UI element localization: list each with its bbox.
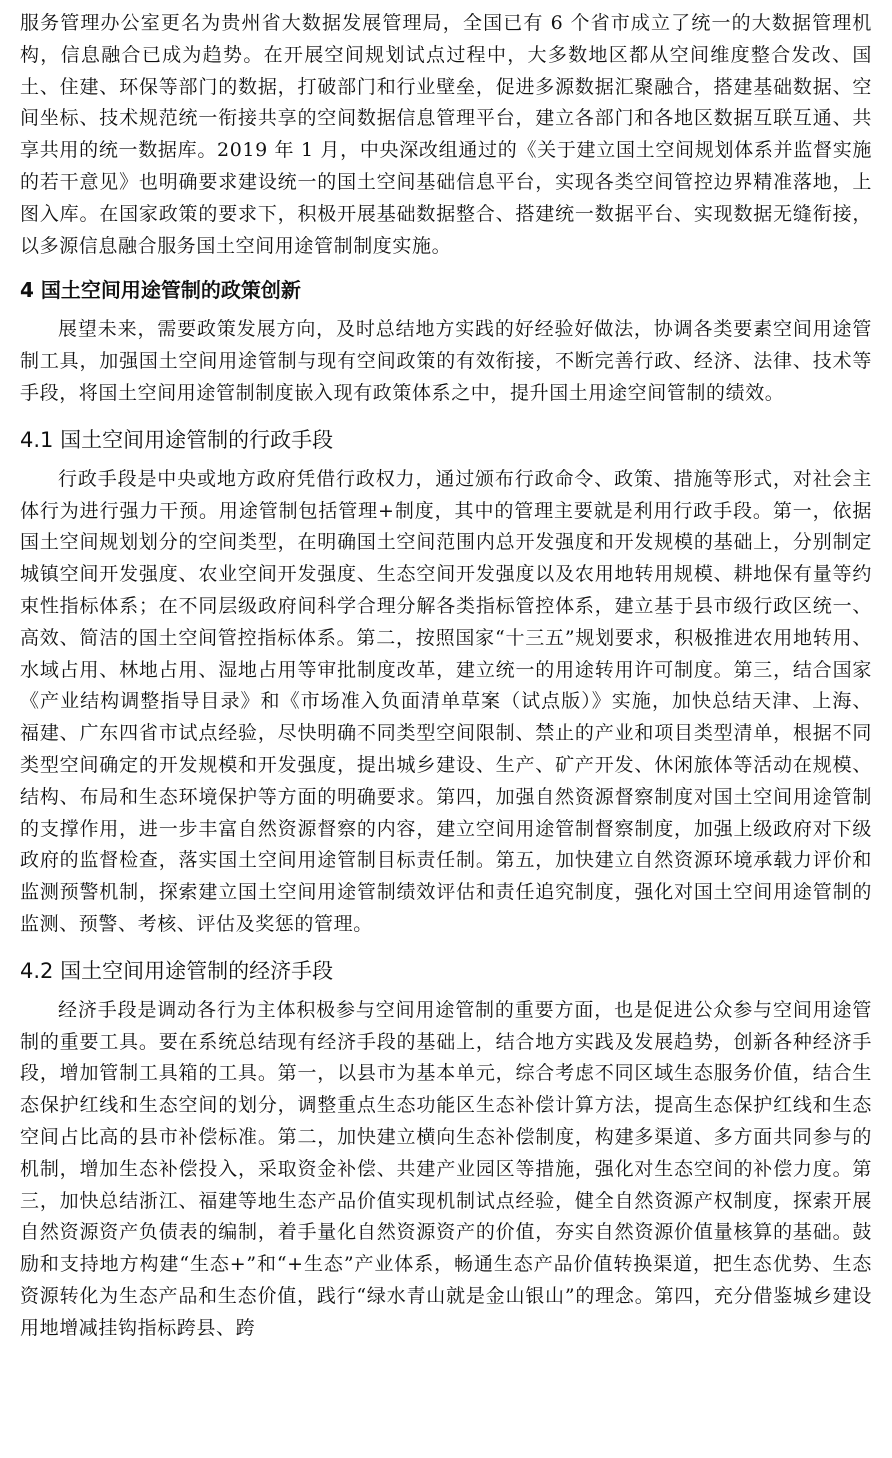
section-4-2-paragraph: 经济手段是调动各行为主体积极参与空间用途管制的重要方面，也是促进公众参与空间用途管制的重要工具。要在系统总结现有经济手段的基础上，结合地方实践及发展趋势，创新各种经济手段，增加管制工具箱的工具。第一，以县市为基本单元，综合考虑不同区域生态服务价值，结合生态保护红线和生态空间的划分，调整重点生态功能区生态补偿计算方法，提高生态保护红线和生态空间占比高的县市补偿标准。第二，加快建立横向生态补偿制度，构建多渠道、多方面共同参与的机制，增加生态补偿投入，采取资金补偿、共建产业园区等措施，强化对生态空间的补偿力度。第三，加快总结浙江、福建等地生态产品价值实现机制试点经验，健全自然资源产权制度，探索开展自然资源资产负债表的编制，着手量化自然资源资产的价值，夯实自然资源价值量核算的基础。鼓励和支持地方构建“生态+”和“+生态”产业体系，畅通生态产品价值转换渠道，把生态优势、生态资源转化为生态产品和生态价值，践行“绿水青山就是金山银山”的理念。第四，充分借鉴城乡建设用地增减挂钩指标跨县、跨 [20, 998, 872, 1339]
section-4-2-heading: 4.2 国土空间用途管制的经济手段 [20, 958, 334, 983]
section-4-paragraph: 展望未来，需要政策发展方向，及时总结地方实践的好经验好做法，协调各类要素空间用途管制工具，加强国土空间用途管制与现有空间政策的有效衔接，不断完善行政、经济、法律、技术等手段，将国土空间用途管制制度嵌入现有政策体系之中，提升国土用途空间管制的绩效。 [20, 318, 872, 404]
section-4-1-heading: 4.1 国土空间用途管制的行政手段 [20, 427, 334, 452]
section-4-1-paragraph: 行政手段是中央或地方政府凭借行政权力，通过颁布行政命令、政策、措施等形式，对社会主体行为进行强力干预。用途管制包括管理+制度，其中的管理主要就是利用行政手段。第一，依据国土空间规划划分的空间类型，在明确国土空间范围内总开发强度和开发规模的基础上，分别制定城镇空间开发强度、农业空间开发强度、生态空间开发强度以及农用地转用规模、耕地保有量等约束性指标体系；在不同层级政府间科学合理分解各类指标管控体系，建立基于县市级行政区统一、高效、简洁的国土空间管控指标体系。第二，按照国家“十三五”规划要求，积极推进农用地转用、水域占用、林地占用、湿地占用等审批制度改革，建立统一的用途转用许可制度。第三，结合国家《产业结构调整指导目录》和《市场准入负面清单草案（试点版）》实施，加快总结天津、上海、福建、广东四省市试点经验，尽快明确不同类型空间限制、禁止的产业和项目类型清单，根据不同类型空间确定的开发规模和开发强度，提出城乡建设、生产、矿产开发、休闲旅体等活动在规模、结构、布局和生态环境保护等方面的明确要求。第四，加强自然资源督察制度对国土空间用途管制的支撑作用，进一步丰富自然资源督察的内容，建立空间用途管制督察制度，加强上级政府对下级政府的监督检查，落实国土空间用途管制目标责任制。第五，加快建立自然资源环境承载力评价和监测预警机制，探索建立国土空间用途管制绩效评估和责任追究制度，强化对国土空间用途管制的监测、预警、考核、评估及奖惩的管理。 [20, 467, 872, 935]
intro-paragraph: 服务管理办公室更名为贵州省大数据发展管理局，全国已有 6 个省市成立了统一的大数据管理机构，信息融合已成为趋势。在开展空间规划试点过程中，大多数地区都从空间维度整合发改、国土、住建、环保等部门的数据，打破部门和行业壁垒，促进多源数据汇聚融合，搭建基础数据、空间坐标、技术规范统一衔接共享的空间数据信息管理平台，建立各部门和各地区数据互联互通、共享共用的统一数据库。2019 年 1 月，中央深改组通过的《关于建立国土空间规划体系并监督实施的若干意见》也明确要求建设统一的国土空间基础信息平台，实现各类空间管控边界精准落地，上图入库。在国家政策的要求下，积极开展基础数据整合、搭建统一数据平台、实现数据无缝衔接，以多源信息融合服务国土空间用途管制制度实施。 [20, 12, 872, 257]
section-4-heading: 4 国土空间用途管制的政策创新 [20, 278, 301, 303]
